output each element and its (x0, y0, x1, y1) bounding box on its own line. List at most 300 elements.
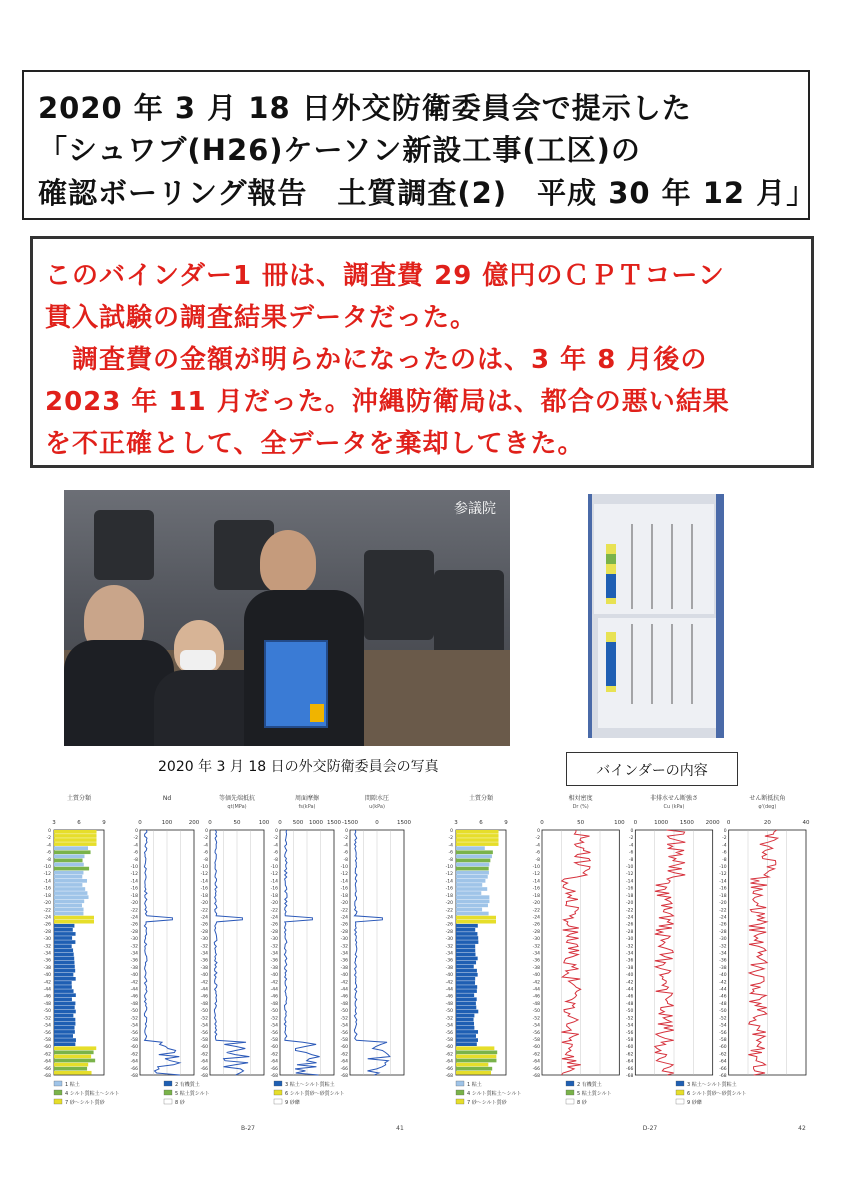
depth-label: -12 (340, 872, 348, 878)
data-curve (354, 830, 389, 1075)
data-curve (214, 830, 249, 1075)
soil-segment (54, 838, 97, 842)
soil-segment (456, 842, 499, 846)
depth-label: -54 (445, 1023, 453, 1029)
side-page-number: 41 (396, 1125, 404, 1132)
depth-label: -20 (445, 901, 453, 907)
legend-swatch (456, 1090, 464, 1095)
soil-segment (456, 912, 489, 916)
soil-segment (456, 957, 478, 961)
binder-caption: バインダーの内容 (596, 763, 708, 779)
chair-back (364, 550, 434, 640)
tick-label: 20 (763, 820, 771, 826)
depth-label: -2 (273, 836, 278, 842)
depth-label: -44 (200, 987, 208, 993)
legend-label: 8 砂 (577, 1100, 587, 1106)
depth-label: -4 (203, 843, 208, 849)
column-header: せん断抵抗角 (749, 795, 786, 802)
soil-segment (456, 1063, 488, 1067)
legend-label: 8 砂 (175, 1100, 185, 1106)
depth-label: -4 (133, 843, 138, 849)
depth-label: -52 (200, 1016, 208, 1022)
depth-label: -18 (340, 893, 348, 899)
depth-label: -68 (445, 1074, 453, 1079)
depth-label: -18 (445, 893, 453, 899)
soil-segment (54, 977, 76, 981)
depth-label: -18 (200, 893, 208, 899)
legend-swatch (676, 1081, 684, 1086)
depth-label: -40 (270, 973, 278, 979)
depth-label: -40 (719, 973, 727, 979)
depth-label: -38 (130, 965, 138, 971)
data-curve (561, 830, 590, 1075)
soil-segment (54, 969, 75, 973)
depth-label: -62 (43, 1052, 51, 1058)
depth-label: -12 (43, 872, 51, 878)
soil-segment (54, 846, 88, 850)
tick-label: 0 (633, 820, 638, 826)
soil-segment (456, 1010, 478, 1014)
depth-label: -32 (445, 944, 453, 950)
depth-label: -68 (340, 1074, 348, 1079)
depth-label: -8 (203, 857, 208, 863)
face-mask (180, 650, 216, 670)
soil-segment (456, 875, 488, 879)
soil-segment (54, 1014, 73, 1018)
soil-segment (456, 846, 485, 850)
depth-label: -66 (43, 1066, 51, 1072)
legend-swatch (456, 1099, 464, 1104)
depth-label: -28 (625, 929, 634, 935)
side-page-number: 42 (798, 1125, 806, 1132)
title-line-1: 2020 年 3 月 18 日外交防衛委員会で提示した (38, 91, 692, 125)
soil-segment (456, 834, 499, 838)
depth-label: -56 (130, 1030, 138, 1036)
depth-label: -12 (625, 872, 634, 878)
depth-label: -68 (625, 1074, 634, 1079)
soil-segment (54, 899, 84, 903)
depth-label: -50 (445, 1009, 453, 1015)
tick-label: 1500 (327, 820, 341, 826)
depth-label: -60 (625, 1045, 634, 1051)
tick-label: 100 (161, 820, 173, 826)
soil-segment (54, 985, 72, 989)
depth-label: -2 (448, 836, 453, 842)
depth-label: -6 (273, 850, 278, 856)
depth-label: -4 (628, 843, 634, 849)
soil-segment (54, 1038, 76, 1042)
depth-label: -36 (532, 958, 540, 964)
tick-label: 40 (802, 820, 810, 826)
column-header: 土質分類 (468, 795, 494, 802)
depth-label: -24 (130, 915, 138, 921)
depth-label: -50 (340, 1009, 348, 1015)
depth-label: -62 (200, 1052, 208, 1058)
chart-panel-left (28, 790, 418, 1140)
depth-label: -24 (43, 915, 51, 921)
depth-label: -28 (532, 929, 540, 935)
soil-segment (54, 1059, 95, 1063)
depth-label: -26 (340, 922, 348, 928)
depth-label: -56 (43, 1030, 51, 1036)
soil-segment (54, 908, 84, 912)
depth-label: -38 (270, 965, 278, 971)
soil-segment (456, 997, 477, 1001)
depth-label: -36 (270, 958, 278, 964)
depth-label: -14 (200, 879, 208, 885)
depth-label: -26 (130, 922, 138, 928)
depth-label: -14 (270, 879, 278, 885)
depth-label: -34 (270, 951, 278, 957)
depth-label: -44 (340, 987, 348, 993)
page-label: D-27 (642, 1125, 658, 1132)
tick-label: 0 (208, 820, 212, 826)
depth-label: -66 (445, 1066, 453, 1072)
tick-label: 0 (726, 820, 731, 826)
depth-label: -38 (445, 965, 453, 971)
depth-label: -54 (719, 1023, 727, 1029)
soil-segment (54, 1071, 92, 1075)
soil-segment (54, 920, 94, 924)
depth-label: -46 (532, 994, 540, 1000)
depth-label: -34 (719, 951, 727, 957)
depth-label: -26 (625, 922, 634, 928)
depth-label: -20 (130, 901, 138, 907)
soil-segment (54, 887, 85, 891)
soil-segment (456, 916, 496, 920)
depth-label: -50 (200, 1009, 208, 1015)
depth-label: -34 (625, 951, 634, 957)
depth-label: -42 (130, 980, 138, 986)
depth-label: -64 (200, 1059, 208, 1065)
column-header: 土質分類 (66, 795, 92, 802)
legend-swatch (566, 1099, 574, 1104)
depth-label: -34 (43, 951, 51, 957)
depth-label: -42 (445, 980, 453, 986)
depth-label: -32 (270, 944, 278, 950)
depth-label: -68 (719, 1074, 727, 1079)
depth-label: -64 (532, 1059, 540, 1065)
depth-label: -22 (43, 908, 51, 914)
depth-label: -40 (130, 973, 138, 979)
depth-label: -58 (445, 1037, 453, 1043)
soil-segment (456, 973, 478, 977)
depth-label: -32 (200, 944, 208, 950)
depth-label: -54 (130, 1023, 138, 1029)
soil-segment (54, 830, 97, 834)
depth-label: -60 (43, 1045, 51, 1051)
depth-label: -36 (130, 958, 138, 964)
legend-swatch (164, 1099, 172, 1104)
depth-label: -14 (719, 879, 727, 885)
soil-segment (456, 855, 492, 859)
soil-segment (54, 875, 82, 879)
depth-label: -42 (625, 980, 634, 986)
depth-label: -30 (43, 937, 51, 943)
depth-label: -46 (43, 994, 51, 1000)
soil-segment (456, 1014, 474, 1018)
depth-label: -68 (532, 1074, 540, 1079)
depth-label: -56 (200, 1030, 208, 1036)
soil-segment (456, 1034, 476, 1038)
depth-label: -6 (133, 850, 138, 856)
depth-label: -42 (719, 980, 727, 986)
depth-label: -36 (445, 958, 453, 964)
depth-label: -32 (130, 944, 138, 950)
legend-swatch (676, 1090, 684, 1095)
depth-label: -22 (445, 908, 453, 914)
soil-segment (456, 1071, 491, 1075)
depth-label: -32 (340, 944, 348, 950)
depth-label: -12 (445, 872, 453, 878)
depth-label: -10 (445, 865, 453, 871)
soil-segment (456, 1006, 476, 1010)
depth-label: -68 (200, 1074, 208, 1079)
soil-segment (456, 989, 477, 993)
binder-edge (716, 494, 724, 738)
title-box (22, 70, 817, 220)
legend-label: 6 シルト質砂～砂質シルト (285, 1091, 345, 1097)
callout-line-2: 貫入試験の調査結果データだった。 (45, 303, 478, 333)
soil-segment (54, 981, 72, 985)
depth-label: -22 (719, 908, 727, 914)
column-unit: Cu (kPa) (663, 804, 685, 810)
depth-label: -32 (43, 944, 51, 950)
depth-label: -4 (448, 843, 453, 849)
depth-label: -30 (200, 937, 208, 943)
soil-segment (456, 985, 477, 989)
depth-label: -66 (532, 1066, 540, 1072)
depth-label: -6 (448, 850, 453, 856)
depth-label: -44 (130, 987, 138, 993)
soil-segment (54, 957, 74, 961)
depth-label: -50 (270, 1009, 278, 1015)
depth-label: -46 (130, 994, 138, 1000)
soil-segment (54, 883, 82, 887)
legend-label: 6 シルト質砂～砂質シルト (687, 1091, 747, 1097)
depth-label: -60 (719, 1045, 727, 1051)
depth-label: -60 (200, 1045, 208, 1051)
legend-swatch (566, 1081, 574, 1086)
soil-segment (456, 948, 475, 952)
tick-label: -1500 (342, 820, 358, 826)
soil-segment (456, 936, 478, 940)
depth-label: -32 (532, 944, 540, 950)
depth-label: -56 (270, 1030, 278, 1036)
depth-label: -56 (445, 1030, 453, 1036)
depth-label: -24 (340, 915, 348, 921)
soil-segment (456, 904, 488, 908)
binder-label (310, 704, 324, 722)
depth-label: 0 (205, 829, 208, 834)
depth-label: -62 (719, 1052, 727, 1058)
depth-label: -20 (200, 901, 208, 907)
depth-label: -26 (270, 922, 278, 928)
depth-label: -4 (722, 843, 727, 849)
depth-label: -58 (625, 1037, 634, 1043)
depth-label: -24 (445, 915, 453, 921)
legend-label: 2 有機質土 (175, 1082, 200, 1088)
soil-segment (54, 1002, 75, 1006)
depth-label: -20 (719, 901, 727, 907)
depth-label: -62 (445, 1052, 453, 1058)
depth-label: -6 (722, 850, 727, 856)
legend-label: 4 シルト質粘土～シルト (65, 1091, 120, 1097)
tick-label: 50 (233, 820, 241, 826)
depth-label: -20 (532, 901, 540, 907)
depth-label: -26 (200, 922, 208, 928)
depth-label: -28 (340, 929, 348, 935)
depth-label: -4 (273, 843, 278, 849)
soil-segment (456, 928, 475, 932)
soil-segment (54, 948, 73, 952)
depth-label: -6 (535, 850, 540, 856)
depth-label: -56 (719, 1030, 727, 1036)
legend-swatch (164, 1090, 172, 1095)
legend-label: 7 砂～シルト質砂 (65, 1100, 105, 1106)
depth-label: -30 (532, 937, 540, 943)
soil-segment (54, 1010, 76, 1014)
legend-swatch (164, 1081, 172, 1086)
depth-label: -60 (340, 1045, 348, 1051)
depth-label: -58 (532, 1037, 540, 1043)
depth-label: -22 (270, 908, 278, 914)
depth-label: -64 (719, 1059, 727, 1065)
depth-label: -18 (625, 893, 634, 899)
depth-label: -28 (43, 929, 51, 935)
depth-label: -18 (719, 893, 727, 899)
depth-label: -58 (719, 1037, 727, 1043)
tick-label: 1000 (654, 820, 669, 826)
soil-segment (54, 1006, 75, 1010)
legend-label: 9 砂礫 (687, 1100, 702, 1106)
soil-segment (54, 940, 75, 944)
soil-segment (54, 834, 97, 838)
depth-label: -2 (722, 836, 727, 842)
tick-label: 6 (77, 820, 81, 826)
depth-label: -16 (43, 886, 51, 892)
soil-segment (456, 1002, 476, 1006)
legend-label: 2 有機質土 (577, 1082, 602, 1088)
depth-label: -36 (625, 958, 634, 964)
depth-label: -28 (200, 929, 208, 935)
depth-label: -40 (43, 973, 51, 979)
depth-label: -56 (625, 1030, 634, 1036)
soil-segment (456, 1051, 497, 1055)
tick-label: 1000 (309, 820, 323, 826)
legend-swatch (566, 1090, 574, 1095)
depth-label: -14 (532, 879, 540, 885)
depth-label: -16 (340, 886, 348, 892)
depth-label: -22 (625, 908, 634, 914)
depth-label: -30 (340, 937, 348, 943)
soil-segment (456, 981, 475, 985)
callout-line-5: を不正確として、全データを棄却してきた。 (45, 429, 585, 459)
depth-label: -30 (719, 937, 727, 943)
depth-label: -44 (625, 987, 634, 993)
soil-segment (54, 891, 87, 895)
legend-swatch (54, 1081, 62, 1086)
depth-label: -42 (200, 980, 208, 986)
depth-label: -52 (270, 1016, 278, 1022)
depth-label: -56 (532, 1030, 540, 1036)
depth-label: -54 (340, 1023, 348, 1029)
soil-segment (456, 1046, 494, 1050)
soil-segment (54, 944, 72, 948)
depth-label: -48 (200, 1001, 208, 1007)
depth-label: -62 (532, 1052, 540, 1058)
depth-label: -2 (628, 836, 634, 842)
soil-segment (54, 1063, 88, 1067)
depth-label: -8 (722, 857, 727, 863)
depth-label: -34 (532, 951, 540, 957)
depth-label: -40 (200, 973, 208, 979)
soil-segment (54, 1046, 96, 1050)
depth-label: -18 (130, 893, 138, 899)
depth-label: -66 (340, 1066, 348, 1072)
depth-label: -16 (270, 886, 278, 892)
legend-label: 3 粘土～シルト質粘土 (687, 1082, 737, 1088)
depth-label: -48 (532, 1001, 540, 1007)
depth-label: -36 (200, 958, 208, 964)
soil-segment (456, 944, 475, 948)
depth-label: -12 (532, 872, 540, 878)
depth-label: -38 (625, 965, 634, 971)
depth-label: -38 (340, 965, 348, 971)
soil-segment (54, 1034, 73, 1038)
depth-label: -36 (340, 958, 348, 964)
depth-label: -12 (200, 872, 208, 878)
depth-label: 0 (450, 829, 453, 834)
depth-label: -8 (343, 857, 348, 863)
soil-segment (456, 899, 489, 903)
soil-segment (54, 928, 73, 932)
legend-swatch (274, 1081, 282, 1086)
depth-label: -40 (445, 973, 453, 979)
depth-label: -30 (625, 937, 634, 943)
depth-label: -50 (625, 1009, 634, 1015)
depth-label: -22 (532, 908, 540, 914)
depth-label: -52 (130, 1016, 138, 1022)
depth-label: -60 (130, 1045, 138, 1051)
depth-label: -20 (270, 901, 278, 907)
callout-line-1: このバインダー1 冊は、調査費 29 億円のＣＰＴコーン (45, 261, 725, 291)
depth-label: -14 (43, 879, 51, 885)
soil-segment (456, 1026, 474, 1030)
soil-segment (54, 924, 74, 928)
depth-label: -8 (133, 857, 138, 863)
legend-swatch (54, 1099, 62, 1104)
depth-label: -60 (270, 1045, 278, 1051)
depth-label: -40 (532, 973, 540, 979)
depth-label: -6 (343, 850, 348, 856)
depth-label: -10 (340, 865, 348, 871)
depth-label: -66 (130, 1066, 138, 1072)
depth-label: -16 (200, 886, 208, 892)
depth-label: -12 (130, 872, 138, 878)
depth-label: -38 (200, 965, 208, 971)
depth-label: -54 (532, 1023, 540, 1029)
tick-label: 6 (479, 820, 483, 826)
depth-label: -44 (270, 987, 278, 993)
soil-segment (54, 895, 89, 899)
depth-label: -10 (200, 865, 208, 871)
soil-segment (456, 1018, 474, 1022)
tick-label: 2000 (705, 820, 720, 826)
depth-label: -50 (130, 1009, 138, 1015)
depth-label: -16 (719, 886, 727, 892)
depth-label: -42 (340, 980, 348, 986)
